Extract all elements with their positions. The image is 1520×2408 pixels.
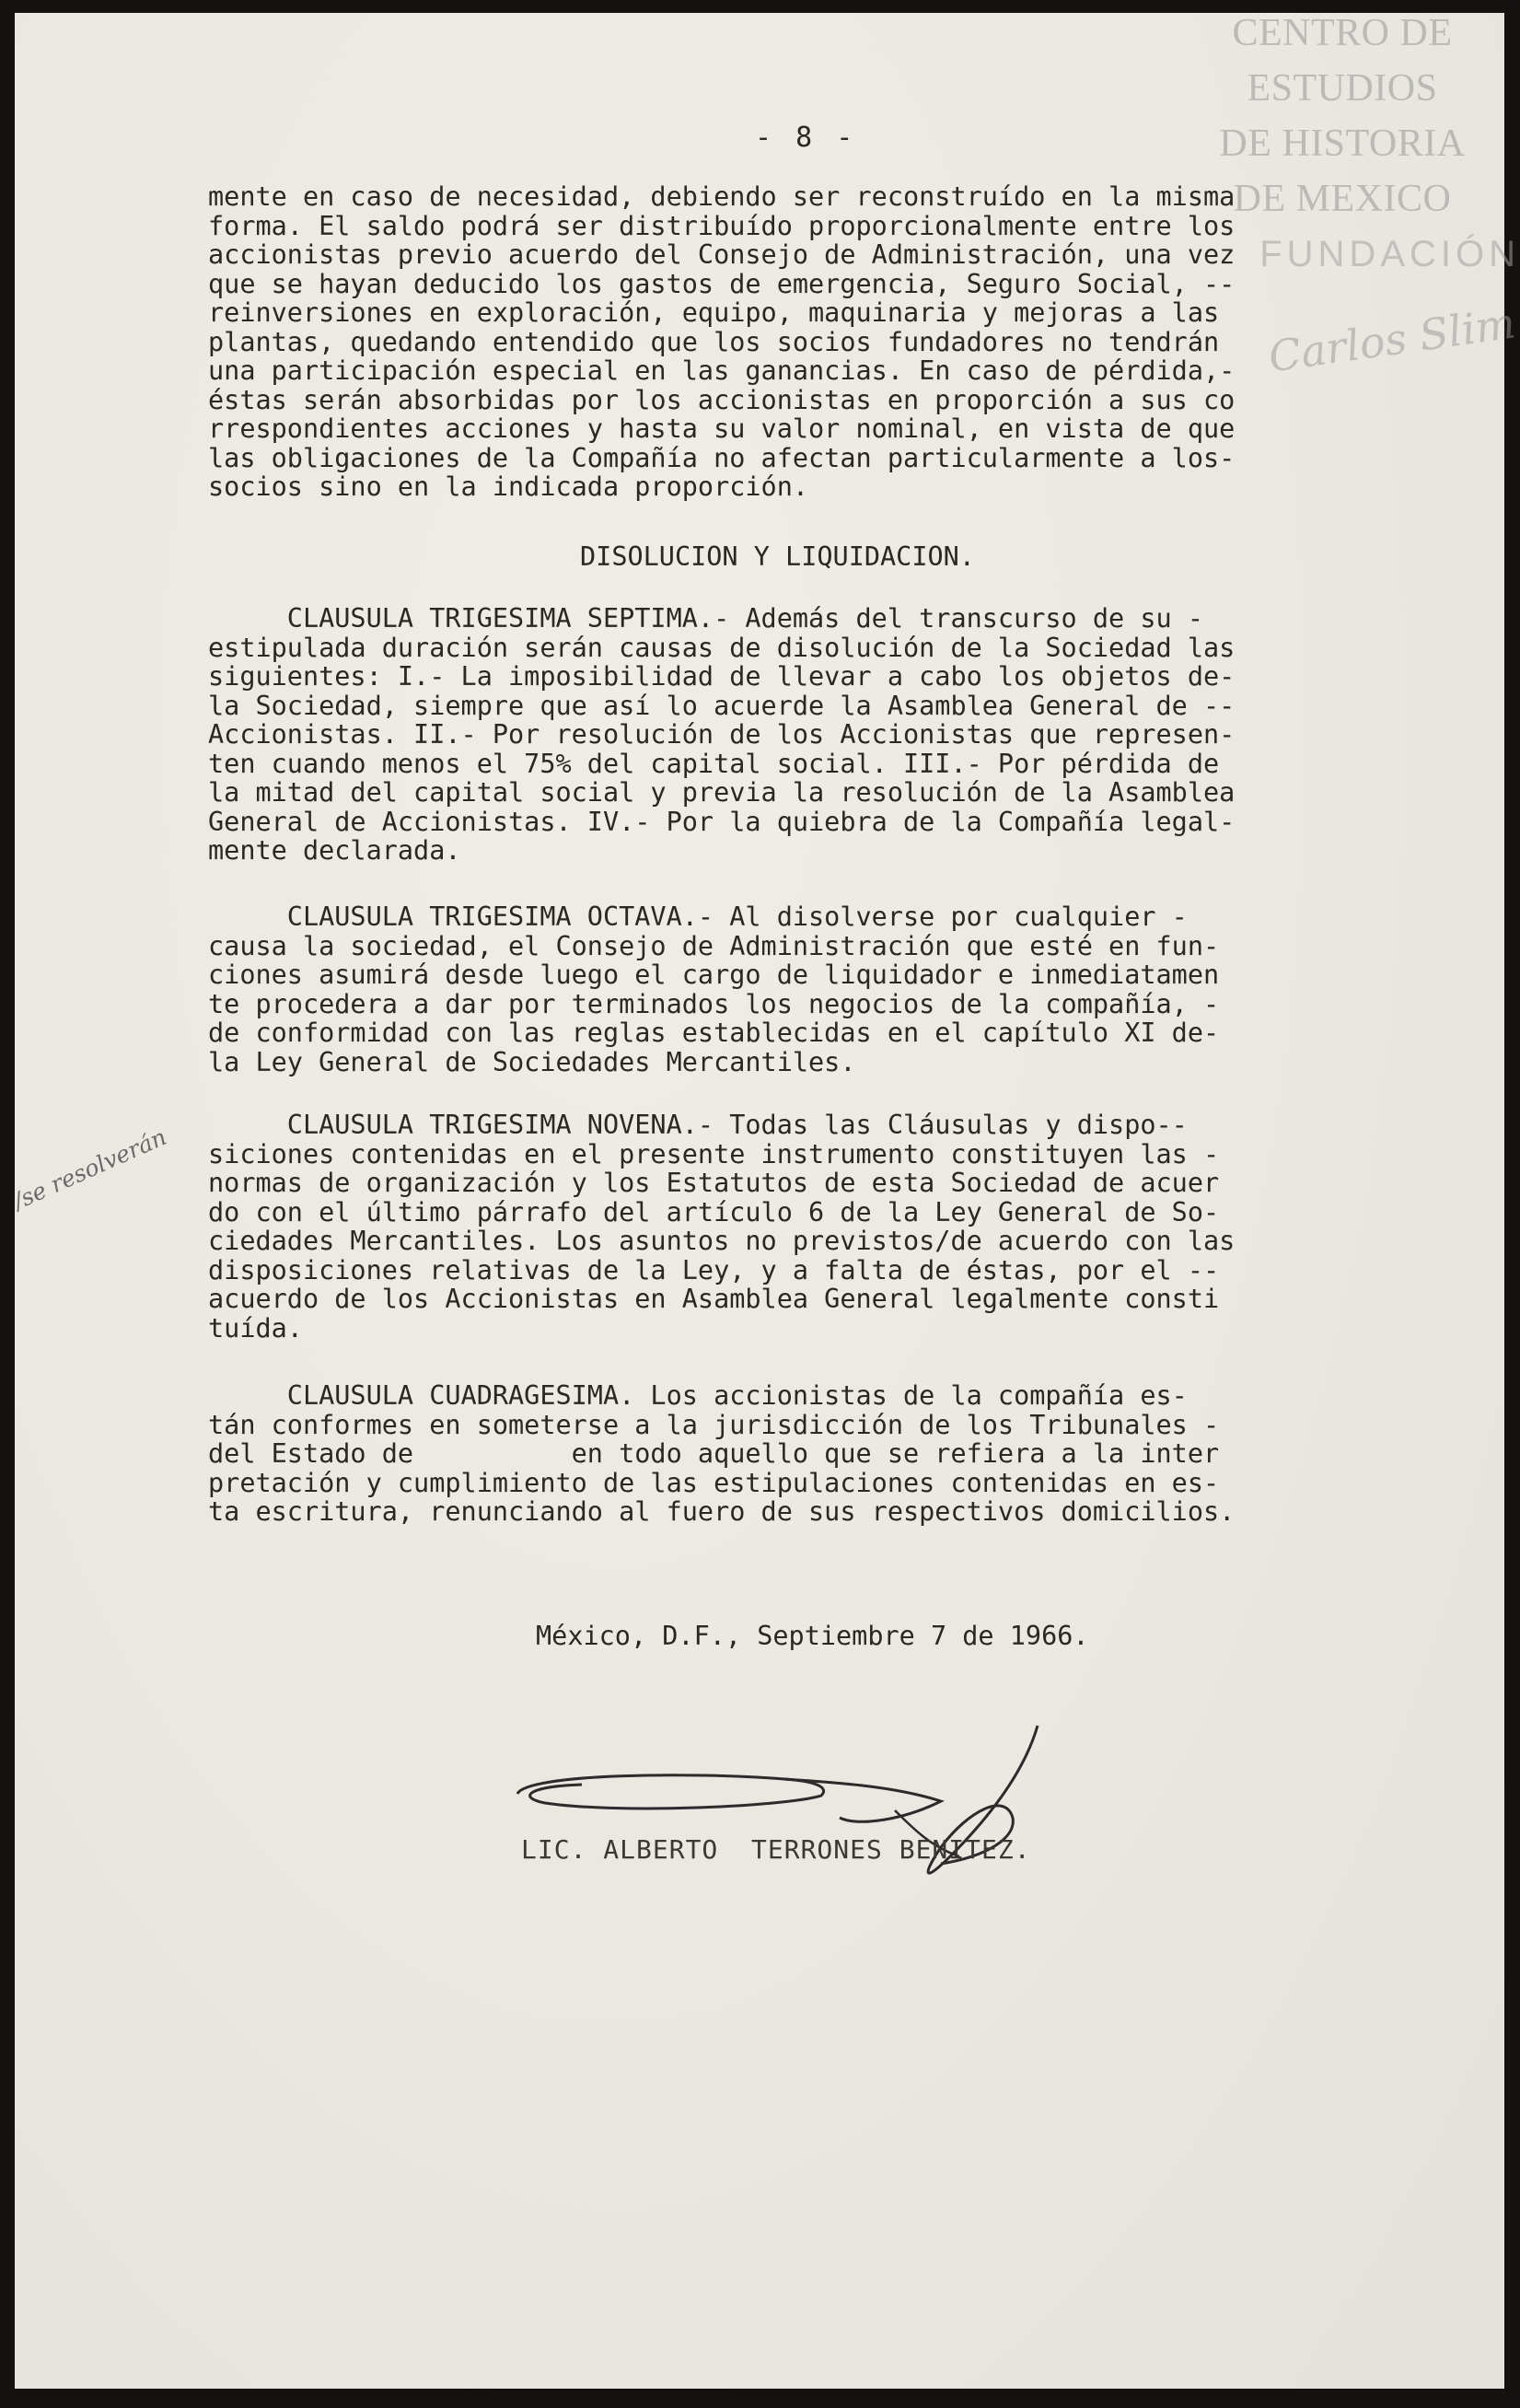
watermark-line-4: DE MEXICO: [1233, 178, 1452, 220]
watermark-line-1: CENTRO DE: [1232, 12, 1453, 54]
text-line: siciones contenidas en el presente instrumento constituyen las -: [208, 1138, 1220, 1169]
text-line: te procedera a dar por terminados los negocios de la compañía, -: [208, 988, 1220, 1019]
signatory-name: LIC. ALBERTO TERRONES BENITEZ.: [521, 1834, 1031, 1865]
text-line: la Ley General de Sociedades Mercantiles.: [208, 1046, 856, 1077]
text-line: forma. El saldo podrá ser distribuído proporcionalmente entre los: [208, 210, 1236, 241]
watermark-fundacion: FUNDACIÓN: [1259, 234, 1520, 274]
page-number: - 8 -: [755, 122, 857, 154]
text-line: mente declarada.: [208, 835, 461, 866]
text-line: de conformidad con las reglas establecidas en el capítulo XI de-: [208, 1018, 1220, 1048]
handwritten-signature: [508, 1718, 1061, 1902]
clause-38: [208, 902, 1350, 1076]
text-line: socios sino en la indicada proporción.: [208, 471, 809, 502]
place-and-date: México, D.F., Septiembre 7 de 1966.: [536, 1621, 1089, 1651]
clause-40: [208, 1381, 1350, 1527]
text-line: las obligaciones de la Compañía no afectan particularmente a los-: [208, 442, 1236, 473]
text-line: accionistas previo acuerdo del Consejo de Administración, una vez: [208, 239, 1236, 270]
watermark-line-3: DE HISTORIA: [1219, 122, 1466, 165]
text-line: acuerdo de los Accionistas en Asamblea General legalmente consti: [208, 1284, 1220, 1314]
text-line: causa la sociedad, el Consejo de Administración que esté en fun-: [208, 930, 1220, 961]
text-line: normas de organización y los Estatutos de esta Sociedad de acuer: [208, 1168, 1220, 1198]
watermark-line-2: ESTUDIOS: [1247, 67, 1438, 110]
text-line: una participación especial en las ganancias. En caso de pérdida,-: [208, 355, 1236, 386]
text-line: estipulada duración serán causas de disolución de la Sociedad las: [208, 632, 1236, 663]
text-line: la mitad del capital social y previa la resolución de la Asamblea: [208, 777, 1236, 808]
clause-39: [208, 1111, 1350, 1343]
text-line: CLAUSULA TRIGESIMA NOVENA.- Todas las Cláusulas y dispo--: [208, 1110, 1188, 1140]
text-line: éstas serán absorbidas por los accionistas en proporción a sus co: [208, 384, 1236, 415]
text-line: tuída.: [208, 1312, 303, 1344]
text-line: do con el último párrafo del artículo 6 de la Ley General de So-: [208, 1196, 1220, 1227]
text-line: CLAUSULA CUADRAGESIMA. Los accionistas de la compañía es-: [208, 1380, 1188, 1411]
text-line: CLAUSULA TRIGESIMA OCTAVA.- Al disolverse por cualquier -: [208, 902, 1188, 932]
text-line: ciedades Mercantiles. Los asuntos no previstos/de acuerdo con las: [208, 1226, 1236, 1256]
text-line: rrespondientes acciones y hasta su valor nominal, en vista de que: [208, 413, 1236, 444]
text-line: reinversiones en exploración, equipo, maquinaria y mejoras a las: [208, 297, 1220, 328]
text-line: disposiciones relativas de la Ley, y a falta de éstas, por el --: [208, 1254, 1220, 1285]
text-line: Accionistas. II.- Por resolución de los Accionistas que represen-: [208, 719, 1236, 750]
text-line: plantas, quedando entendido que los socios fundadores no tendrán: [208, 326, 1220, 357]
handwritten-margin-note: /se resolverán: [9, 1123, 171, 1215]
text-line: tán conformes en someterse a la jurisdicción de los Tribunales -: [208, 1409, 1220, 1440]
clause-37: [208, 604, 1350, 866]
text-line: siguientes: I.- La imposibilidad de llevar a cabo los objetos de-: [208, 661, 1236, 692]
text-line: General de Accionistas. IV.- Por la quiebra de la Compañía legal-: [208, 806, 1236, 837]
text-line: ciones asumirá desde luego el cargo de liquidador e inmediatamen: [208, 960, 1220, 990]
text-line: mente en caso de necesidad, debiendo ser reconstruído en la misma: [208, 181, 1236, 212]
watermark-carlos-slim: Carlos Slim: [1265, 297, 1519, 382]
intro-paragraph: [208, 182, 1350, 502]
text-line: pretación y cumplimiento de las estipulaciones contenidas en es-: [208, 1467, 1220, 1498]
text-line: del Estado de en todo aquello que se refiera a la inter: [208, 1438, 1220, 1469]
text-line: CLAUSULA TRIGESIMA SEPTIMA.- Además del transcurso de su -: [208, 603, 1203, 634]
text-line: ta escritura, renunciando al fuero de sus respectivos domicilios.: [208, 1496, 1236, 1527]
text-line: que se hayan deducido los gastos de emergencia, Seguro Social, --: [208, 268, 1236, 299]
section-heading: DISOLUCION Y LIQUIDACION.: [580, 541, 975, 572]
text-line: la Sociedad, siempre que así lo acuerde la Asamblea General de --: [208, 690, 1236, 721]
text-line: ten cuando menos el 75% del capital social. III.- Por pérdida de: [208, 748, 1220, 779]
